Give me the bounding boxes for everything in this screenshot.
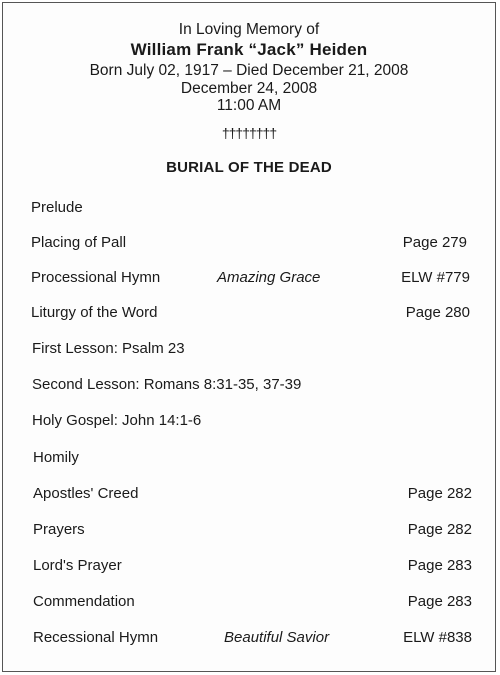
- service-row: [3, 303, 495, 323]
- service-item-ref: ELW #779: [401, 269, 470, 286]
- service-item-title: Beautiful Savior: [224, 629, 330, 646]
- service-item-label: Prelude: [31, 199, 83, 216]
- service-item-label: Liturgy of the Word: [31, 304, 158, 321]
- service-item-label: Second Lesson: Romans 8:31-35, 37-39: [32, 376, 302, 393]
- section-title: BURIAL OF THE DEAD: [166, 159, 332, 176]
- service-item-label: Homily: [33, 449, 79, 466]
- memorial-line: In Loving Memory of: [178, 21, 320, 38]
- service-row: [3, 592, 495, 612]
- service-item-ref: Page 283: [407, 557, 472, 574]
- service-item-ref: Page 280: [405, 304, 470, 321]
- service-date: December 24, 2008: [180, 80, 318, 97]
- service-item-label: Placing of Pall: [31, 234, 127, 251]
- service-item-ref: Page 283: [407, 593, 472, 610]
- service-row: [3, 339, 495, 359]
- service-item-ref: Page 282: [407, 485, 472, 502]
- service-row: [3, 268, 495, 288]
- crosses-ornament: ††††††††: [221, 125, 277, 141]
- service-time: 11:00 AM: [216, 97, 282, 114]
- service-item-ref: ELW #838: [403, 629, 472, 646]
- deceased-name: William Frank “Jack” Heiden: [130, 40, 368, 59]
- service-item-title: Amazing Grace: [217, 269, 321, 286]
- service-item-label: Commendation: [33, 593, 135, 610]
- service-item-label: Lord's Prayer: [33, 557, 122, 574]
- service-row: [3, 411, 495, 431]
- service-item-label: Recessional Hymn: [33, 629, 159, 646]
- service-row: [3, 484, 495, 504]
- service-item-label: Apostles' Creed: [33, 485, 139, 502]
- service-row: [3, 448, 495, 468]
- service-item-label: First Lesson: Psalm 23: [32, 340, 185, 357]
- service-item-ref: Page 282: [407, 521, 472, 538]
- service-row: [3, 375, 495, 395]
- service-item-label: Prayers: [33, 521, 85, 538]
- service-item-ref: Page 279: [402, 234, 467, 251]
- service-row: [3, 520, 495, 540]
- service-row: [3, 233, 495, 253]
- life-dates: Born July 02, 1917 – Died December 21, 2008: [89, 62, 409, 79]
- service-item-label: Holy Gospel: John 14:1-6: [32, 412, 202, 429]
- service-row: [3, 628, 495, 648]
- service-item-label: Processional Hymn: [31, 269, 161, 286]
- program-page: [2, 2, 496, 672]
- service-row: [3, 198, 495, 218]
- service-row: [3, 556, 495, 576]
